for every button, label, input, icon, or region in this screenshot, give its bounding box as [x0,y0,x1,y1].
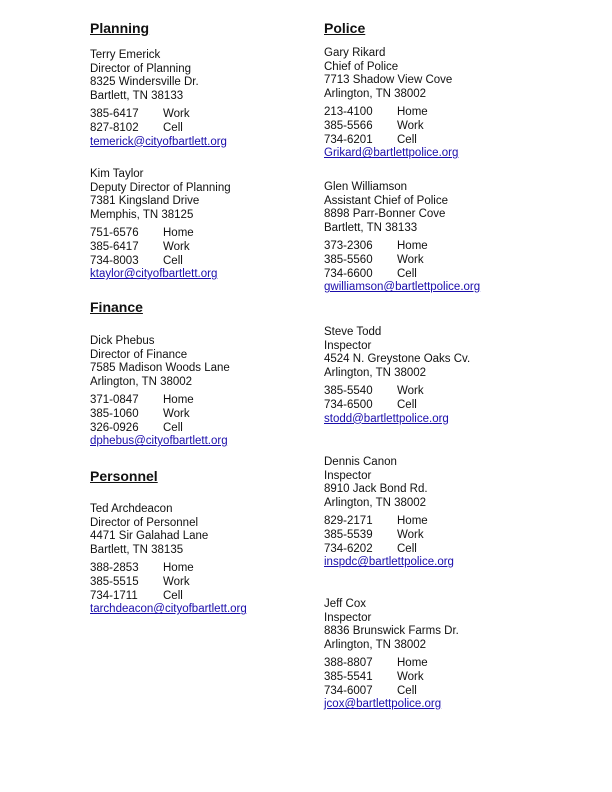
phone-row [90,227,310,241]
phone-list [324,657,544,698]
phone-list [90,394,310,435]
phone-type: Cell [397,267,417,280]
phone-number: 734-1711 [90,589,138,602]
phone-list [90,562,310,603]
contact-city: Bartlett, TN 38133 [324,221,418,234]
phone-number: 734-6500 [324,398,373,411]
contact-address: 7585 Madison Woods Lane [90,362,230,375]
phone-type: Cell [397,684,417,697]
contact-city: Arlington, TN 38002 [324,366,427,379]
phone-type: Cell [163,254,183,267]
phone-row [324,515,544,529]
phone-type: Cell [163,589,183,602]
contact-title: Director of Planning [90,62,191,75]
phone-row [324,254,544,268]
contact-name: Dick Phebus [90,335,155,347]
phone-list [324,385,544,412]
email-link[interactable]: stodd@bartlettpolice.org [324,412,449,425]
email-link[interactable]: tarchdeacon@cityofbartlett.org [90,603,247,616]
phone-type: Work [163,108,190,121]
phone-row [324,671,544,685]
contact-address: 4471 Sir Galahad Lane [90,530,209,543]
contact-address: 7381 Kingsland Drive [90,195,200,208]
phone-number: 213-4100 [324,106,373,119]
phone-number: 388-2853 [90,562,139,575]
contact-name: Terry Emerick [90,49,161,61]
phone-row [90,255,310,269]
phone-type: Cell [163,121,183,134]
phone-list [324,240,544,281]
phone-number: 751-6576 [90,227,139,240]
phone-number: 829-2171 [324,515,373,528]
phone-list [324,515,544,556]
contact-city: Memphis, TN 38125 [90,208,194,221]
contact-title: Director of Personnel [90,516,199,529]
phone-type: Home [397,515,428,528]
phone-row [324,385,544,399]
contact-card-dennis-canon [324,456,544,570]
contact-card-jeff-cox [324,598,544,712]
phone-row [324,399,544,413]
phone-type: Work [397,385,424,398]
contact-card-ted-archdeacon [90,503,310,617]
phone-number: 385-5539 [324,528,373,541]
contact-address: 8898 Parr-Bonner Cove [324,208,446,221]
phone-number: 385-6417 [90,108,139,121]
contact-card-dick-phebus [90,335,310,449]
phone-type: Work [397,253,424,266]
phone-type: Cell [397,398,417,411]
email-link[interactable]: Grikard@bartlettpolice.org [324,147,459,160]
phone-number: 734-6201 [324,133,373,146]
phone-number: 385-5541 [324,670,373,683]
phone-number: 734-6600 [324,267,373,280]
phone-type: Home [397,240,428,253]
contact-card-glen-williamson [324,181,544,295]
email-link[interactable]: jcox@bartlettpolice.org [324,698,442,711]
contact-title: Inspector [324,469,372,482]
phone-row [324,529,544,543]
phone-row [90,241,310,255]
phone-type: Work [163,575,190,588]
contact-name: Glen Williamson [324,181,408,193]
contact-card-terry-emerick [90,49,310,149]
phone-row [324,543,544,557]
phone-row [324,657,544,671]
phone-number: 373-2306 [324,240,373,253]
email-link[interactable]: temerick@cityofbartlett.org [90,135,227,148]
phone-number: 326-0926 [90,421,139,434]
phone-type: Home [163,227,194,240]
phone-number: 734-6007 [324,684,373,697]
phone-type: Cell [163,421,183,434]
phone-row [324,120,544,134]
section-heading-finance: Finance [90,299,143,315]
contact-address: 8910 Jack Bond Rd. [324,483,428,496]
phone-type: Work [397,119,424,132]
contact-title: Inspector [324,611,372,624]
phone-row [90,394,310,408]
email-link[interactable]: inspdc@bartlettpolice.org [324,556,454,569]
phone-number: 385-1060 [90,407,139,420]
contact-city: Arlington, TN 38002 [324,638,427,651]
phone-row [90,408,310,422]
contact-city: Bartlett, TN 38135 [90,543,184,556]
email-link[interactable]: ktaylor@cityofbartlett.org [90,268,218,281]
phone-row [90,562,310,576]
contact-city: Bartlett, TN 38133 [90,89,184,102]
phone-row [324,240,544,254]
phone-number: 827-8102 [90,121,139,134]
phone-number: 385-5540 [324,385,373,398]
contact-title: Inspector [324,339,372,352]
email-link[interactable]: gwilliamson@bartlettpolice.org [324,281,481,294]
contact-city: Arlington, TN 38002 [90,375,193,388]
phone-type: Work [397,528,424,541]
contact-title: Chief of Police [324,60,399,73]
phone-type: Work [163,240,190,253]
section-heading-personnel: Personnel [90,468,158,484]
phone-row [90,576,310,590]
contact-name: Dennis Canon [324,456,397,468]
contact-address: 7713 Shadow View Cove [324,74,453,87]
phone-type: Work [163,407,190,420]
contact-city: Arlington, TN 38002 [324,496,427,509]
section-heading-planning: Planning [90,20,150,36]
phone-number: 371-0847 [90,394,139,407]
phone-list [90,108,310,135]
phone-type: Home [397,657,428,670]
phone-row [324,106,544,120]
phone-row [324,134,544,148]
contact-address: 8836 Brunswick Farms Dr. [324,625,459,638]
phone-row [90,422,310,436]
contact-name: Jeff Cox [324,598,366,610]
phone-type: Cell [397,133,417,146]
phone-number: 385-6417 [90,240,139,253]
contact-name: Kim Taylor [90,168,144,180]
email-link[interactable]: dphebus@cityofbartlett.org [90,435,228,448]
phone-number: 734-8003 [90,254,139,267]
phone-row [90,122,310,136]
contact-name: Ted Archdeacon [90,503,173,515]
phone-type: Work [397,670,424,683]
contact-card-kim-taylor [90,168,310,282]
phone-type: Cell [397,542,417,555]
phone-row [90,108,310,122]
phone-row [90,590,310,604]
contact-card-gary-rikard [324,47,544,161]
contact-title: Director of Finance [90,348,188,361]
phone-number: 385-5560 [324,253,373,266]
contact-title: Deputy Director of Planning [90,181,231,194]
phone-row [324,268,544,282]
contact-address: 8325 Windersville Dr. [90,76,199,89]
contact-address: 4524 N. Greystone Oaks Cv. [324,353,471,366]
section-heading-police: Police [324,20,366,36]
phone-list [324,106,544,147]
phone-list [90,227,310,268]
contact-name: Gary Rikard [324,47,386,59]
contact-title: Assistant Chief of Police [324,194,449,207]
phone-number: 388-8807 [324,657,373,670]
phone-number: 734-6202 [324,542,373,555]
phone-type: Home [163,562,194,575]
phone-number: 385-5515 [90,575,139,588]
contact-card-steve-todd [324,326,544,426]
phone-type: Home [397,106,428,119]
phone-row [324,685,544,699]
phone-number: 385-5566 [324,119,373,132]
contact-name: Steve Todd [324,326,382,338]
contact-city: Arlington, TN 38002 [324,87,427,100]
phone-type: Home [163,394,194,407]
